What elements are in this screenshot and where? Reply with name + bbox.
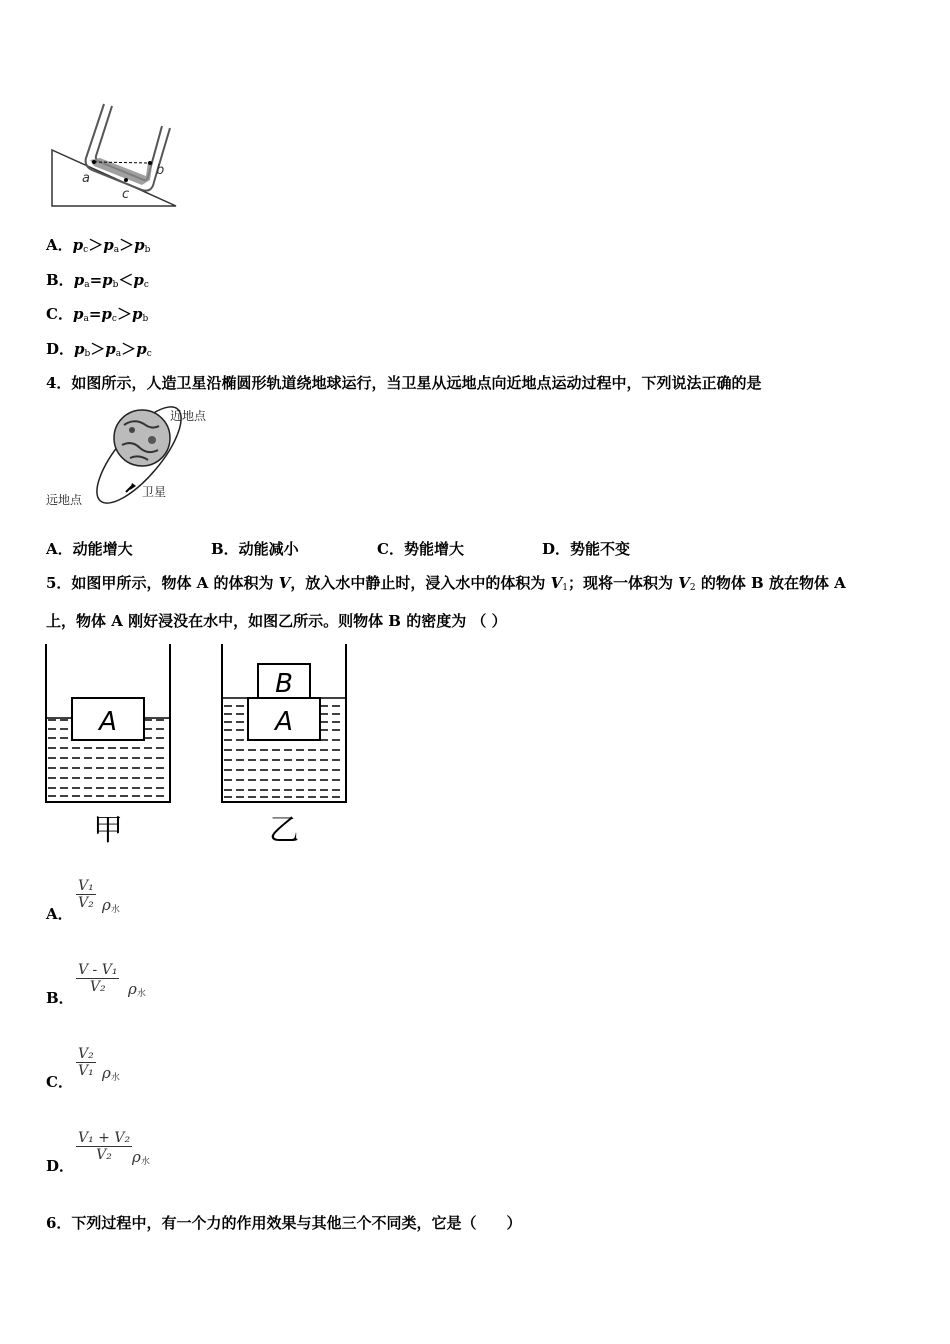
q5-option-c-fraction: $\frac{\text{V₂}}{\text{V₁}}$ [78,1046,94,1079]
label-a: a [82,171,90,186]
q3-option-b: B．$p_a=p_b<p_c$ [46,271,149,290]
block-a-label-jia: A [99,707,117,737]
q3-option-c: C．$p_a=p_c>p_b$ [46,305,149,324]
q3-option-a: A．$p_c>p_a>p_b$ [46,236,151,255]
q5-option-a-rho: $\rho_水$ [102,896,120,915]
q5-option-d-fraction: $\frac{\text{V₁ + V₂}}{\text{V₂}}$ [78,1130,131,1163]
q3-option-d: D．$p_b>p_a>p_c$ [46,340,152,359]
label-yi: 乙 [269,813,299,848]
q5-option-b-letter: B． [46,989,74,1007]
label-near-point: 近地点 [170,409,207,423]
label-far-point: 远地点 [46,493,83,507]
label-c: c [122,187,130,202]
q6-question-text: 6．下列过程中，有一个力的作用效果与其他三个不同类，它是（ ） [46,1214,522,1232]
label-jia: 甲 [93,813,123,848]
block-b-label-yi: B [275,669,293,699]
q4-question-text: 4．如图所示，人造卫星沿椭圆形轨道绕地球运行，当卫星从远地点向近地点运动过程中，下列说法正确的是 [46,374,762,392]
q5-option-a-fraction: $\frac{\text{V₁}}{\text{V₂}}$ [78,878,94,911]
q4-option-b: B．动能减小 [211,540,299,558]
q5-option-b-rho: $\rho_水$ [128,980,146,999]
q4-option-d: D．势能不变 [542,540,631,558]
beaker-figure-yi [216,640,356,850]
q5-question-line2: 上，物体 A 刚好浸没在水中，如图乙所示。则物体 B 的密度为 （ ） [46,612,507,630]
q4-option-c: C．势能增大 [377,540,464,558]
q5-option-d-letter: D． [46,1157,75,1175]
q4-option-a: A．动能增大 [46,540,133,558]
q5-option-c-rho: $\rho_水$ [102,1064,120,1083]
q5-option-b-fraction: $\frac{\text{V - V₁}}{\text{V₂}}$ [78,962,118,995]
satellite-orbit-figure [44,400,224,514]
q5-question-line1: 5．如图甲所示，物体 A 的体积为 V，放入水中静止时，浸入水中的体积为 $V_1$；现将一体积为 $V_2$ 的物体 B 放在物体 A [46,574,846,593]
label-b: b [156,163,165,178]
q5-option-c-letter: C． [46,1073,73,1091]
u-tube-incline-figure [46,100,186,212]
q5-option-a-letter: A． [46,905,73,923]
beaker-figure-jia [40,640,180,850]
block-a-label-yi: A [275,707,293,737]
q5-option-d-rho: $\rho_水$ [132,1148,150,1167]
label-satellite: 卫星 [142,485,167,499]
